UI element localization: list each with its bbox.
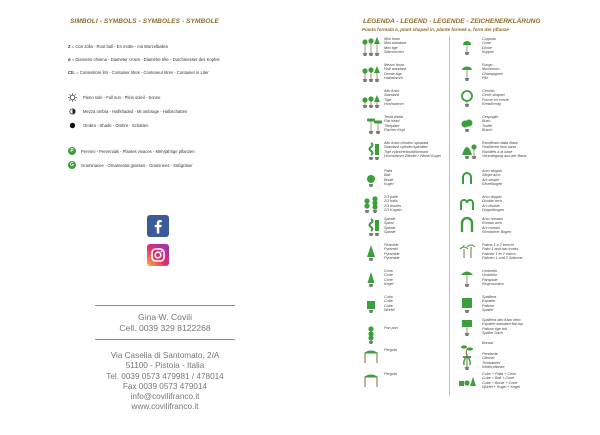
left-legend-entry <box>384 195 402 212</box>
legend-entry-line: Palma 1 a 2 tronchi <box>482 243 514 247</box>
full-sun-icon <box>68 93 77 102</box>
legend-entry-line: 2/3 balls <box>384 199 398 204</box>
right-legend-shape-icon <box>456 318 478 338</box>
legend-entry-line: Kegel <box>384 281 394 286</box>
legend-entry-line: Ombrello <box>482 269 497 273</box>
legend-entry-line: Boule <box>384 177 394 182</box>
address-street: Via Casella di Santomato, 2/A <box>110 351 220 360</box>
right-legend-shape-icon <box>456 217 478 237</box>
facebook-link[interactable] <box>147 215 169 237</box>
legend-entry-line: Pendente <box>482 352 498 356</box>
left-legend-entry <box>384 295 395 312</box>
legend-entry-line: Arc simple <box>482 177 500 182</box>
legend-entry-line: Stämmchen <box>384 49 404 54</box>
legend-entry-line: Kuppel <box>482 49 494 54</box>
legend-entry-line: Spirale <box>384 229 396 234</box>
contact-person <box>70 312 260 333</box>
legend-entry-line: Pon pon <box>384 326 398 330</box>
legend-entry-line: Tige <box>384 97 392 102</box>
legend-entry-line: Alto fusto cilindro/ spiralata <box>384 141 429 145</box>
facebook-icon <box>147 215 169 237</box>
legend-entry-line: Champignon <box>482 71 503 76</box>
left-legend-entry <box>384 243 400 260</box>
legend-entry-line: Flat head <box>384 119 400 124</box>
legend-entry-line: Bush <box>482 119 491 124</box>
legend-entry-line: Pérgola <box>384 372 397 376</box>
legend-entry-line: Spalliera <box>482 295 497 299</box>
legend-entry-line: Busch <box>482 127 493 132</box>
legend-entry-line: Standard <box>384 93 399 98</box>
abbreviation-root-ball: Z = Con zolla - Root ball - En motte - mit Wurzelballen <box>68 44 169 49</box>
left-legend-shape-icon <box>360 63 382 83</box>
right-legend-entry <box>482 89 509 106</box>
legend-entry-line: Mini tige <box>384 45 398 50</box>
grasses-badge: G <box>68 161 76 169</box>
legend-entry-line: Kletterpflanze <box>482 364 505 369</box>
legend-entry-line: Pilz <box>482 75 488 80</box>
legend-entry-line: Cerchio <box>482 89 495 93</box>
legend-entry-line: Einzelbogen <box>482 181 503 186</box>
legend-entry-line: Römischer Bogen <box>482 229 512 234</box>
left-legend-shape-icon <box>360 295 382 315</box>
exposure-shade: Ombra - Shade - Ombre - Schatten <box>68 121 148 130</box>
legend-entry-line: Spirale <box>384 225 396 230</box>
legend-entry-line: Circle shaped <box>482 93 505 98</box>
legend-entry-line: Têteplate <box>384 123 400 128</box>
left-legend-entry <box>384 141 441 158</box>
legend-entry-line: Pergola <box>384 348 397 352</box>
legend-entry-line: Tige cylindre/tourbillonnant <box>384 149 429 154</box>
legend-title: LEGENDA - LEGEND - LEGENDE - ZEICHENERKLÄRUNG <box>363 18 541 25</box>
right-legend-entry <box>482 341 493 345</box>
left-legend-entry <box>384 89 404 106</box>
legend-entry-line: Cube <box>384 299 393 304</box>
left-legend-shape-icon <box>360 372 382 392</box>
left-legend-entry <box>384 269 393 286</box>
contact-cell: Cell. 0039 329 8122268 <box>119 322 211 333</box>
legend-entry-line: 2/3 boules <box>384 203 402 208</box>
legend-entry-line: Forme en cercle <box>482 97 509 102</box>
right-legend-entry <box>482 352 505 369</box>
abbreviation-diameter: ø = Diametro chioma - Diameter crown - Diamètre tête - Durchmesser des Kopfes <box>68 57 220 62</box>
contact-divider-bottom <box>95 339 235 340</box>
legend-entry-line: Hochstamm Zilinder / Wirbel Kugel <box>384 153 441 158</box>
legend-entry-line: Würfel <box>384 307 395 312</box>
legend-entry-line: 2/3 Kugeln <box>384 207 402 212</box>
legend-entry-line: Spiral <box>384 221 394 226</box>
legend-entry-line: Umbrella <box>482 273 497 278</box>
right-legend-shape-icon <box>456 89 478 109</box>
symbols-title: SIMBOLI - SYMBOLS - SYMBOLES - SYMBOLE <box>70 18 219 25</box>
left-legend-shape-icon <box>360 169 382 189</box>
legend-entry-line: Demie-tige <box>384 71 402 76</box>
category-perennials: P Perenni - Perennials - Plantes vivaces - Mehrjährige pflanzen <box>68 147 195 155</box>
legend-entry-line: Ball <box>384 173 391 178</box>
legend-column-divider <box>449 36 450 396</box>
legend-entry-line: Spirale <box>384 217 396 221</box>
left-legend-shape-icon <box>360 141 382 161</box>
right-legend-shape-icon <box>456 141 478 161</box>
left-legend-entry <box>384 326 398 330</box>
legend-entry-line: Mezzo fusto <box>384 63 404 67</box>
half-shade-icon <box>68 107 77 116</box>
legend-entry-line: Cube + Ball + Cone <box>482 376 515 381</box>
right-legend-entry <box>482 37 496 54</box>
legend-entry-line: Würfel + Kugel + Kegel <box>482 384 520 389</box>
legend-entry-line: Hochstamm <box>384 101 404 106</box>
legend-entry-line: Espalier <box>482 299 496 304</box>
legend-entry-line: Cubo <box>384 295 393 299</box>
contact-fax: Fax 0039 0573 479014 <box>122 381 208 391</box>
category-grasses: G Graminacee - Ornamental grasses - Graminées - Süßgräser <box>68 161 193 169</box>
legend-entry-line: Arco singolo <box>482 169 503 173</box>
instagram-link[interactable] <box>147 244 169 266</box>
legend-subtitle: Pianta formata a, plant shaped in, plante formeé a, form der pflanze <box>362 27 509 32</box>
legend-entry-line: Palm 1 and two trunks <box>482 247 519 252</box>
right-legend-entry <box>482 269 504 286</box>
left-legend-shape-icon <box>360 348 382 368</box>
left-legend-entry <box>384 169 393 186</box>
legend-entry-line: Spalier Dach <box>482 330 504 335</box>
right-legend-entry <box>482 63 503 80</box>
legend-entry-line: Flacher Kopf <box>384 127 405 132</box>
legend-entry-line: Arc romain <box>482 225 500 230</box>
left-legend-shape-icon <box>360 115 382 135</box>
legend-entry-line: Piramide <box>384 243 399 247</box>
address-city: 51100 - Pistoia - Italia <box>125 361 205 371</box>
left-legend-shape-icon <box>360 217 382 237</box>
legend-entry-line: Feathered from base <box>482 145 517 150</box>
exposure-full-sun: Pieno sole - Full sun - Plein soleil - Sonne <box>68 93 161 102</box>
legend-entry-line: Spalliera alto fusto tetto <box>482 318 521 322</box>
legend-entry-line: Half standard <box>384 67 406 72</box>
legend-entry-line: Alto fusto <box>384 89 400 93</box>
legend-entry-line: Touffe <box>482 123 493 128</box>
legend-entry-line: Cone <box>384 273 393 278</box>
right-legend-shape-icon <box>456 63 478 83</box>
legend-entry-line: Bonsai <box>482 341 494 345</box>
legend-entry-line: Dôme <box>482 45 492 50</box>
left-legend-shape-icon <box>360 89 382 109</box>
instagram-icon <box>147 244 169 266</box>
legend-entry-line: Cône <box>384 277 393 282</box>
contact-divider-top <box>95 305 235 306</box>
legend-entry-line: Double arch <box>482 199 502 204</box>
legend-entry-line: Cespuglio <box>482 115 499 119</box>
legend-entry-line: Pyramide <box>384 255 400 260</box>
left-legend-shape-icon <box>360 269 382 289</box>
legend-entry-line: Palisse tige toit <box>482 326 507 331</box>
legend-entry-line: Halbstamm <box>384 75 403 80</box>
legend-entry-line: Palla <box>384 169 393 173</box>
legend-entry-line: Verzweigung aus der Basis <box>482 153 527 158</box>
legend-entry-line: Mini standard <box>384 41 407 46</box>
legend-entry-line: Pyramid <box>384 247 398 252</box>
right-legend-shape-icon <box>456 352 478 372</box>
legend-entry-line: Cone <box>482 41 491 46</box>
left-legend-shape-icon <box>360 326 382 346</box>
right-legend-entry <box>482 318 523 335</box>
left-legend-entry <box>384 372 397 376</box>
legend-entry-line: Testa piatta <box>384 115 403 119</box>
legend-entry-line: Regenschirm <box>482 281 504 286</box>
legend-entry-line: Palmen 1 und 2 Stämme <box>482 255 523 260</box>
right-legend-entry <box>482 295 496 312</box>
contact-email[interactable]: info@covilifranco.it <box>130 392 200 402</box>
contact-address-block <box>70 351 260 413</box>
legend-entry-line: Ramifiés à la base <box>482 149 513 154</box>
legend-entry-line: Mini fusto <box>384 37 400 41</box>
left-legend-shape-icon <box>360 243 382 263</box>
right-legend-shape-icon <box>456 195 478 215</box>
legend-entry-line: Espalier standard flat top <box>482 322 523 327</box>
right-legend-entry <box>482 243 523 260</box>
legend-entry-line: Arc double <box>482 203 500 208</box>
legend-entry-line: Cuppola <box>482 37 496 41</box>
legend-entry-line: Cubo + Palla + Cono <box>482 372 517 376</box>
exposure-half-shade: Mezza ombra - Halfshaded - Mi ombrage - Halbschatten <box>68 107 187 116</box>
legend-entry-line: Cono <box>384 269 393 273</box>
left-legend-entry <box>384 63 406 80</box>
legend-entry-line: Climber <box>482 356 495 361</box>
legend-entry-line: Tombantes <box>482 360 501 365</box>
legend-entry-line: Spalier <box>482 307 494 312</box>
legend-entry-line: Kreisförmig <box>482 101 501 106</box>
left-legend-shape-icon <box>360 37 382 57</box>
right-legend-shape-icon <box>456 269 478 289</box>
legend-entry-line: Single arch <box>482 173 501 178</box>
shade-icon <box>68 121 77 130</box>
right-legend-shape-icon <box>456 243 478 263</box>
legend-entry-line: Arco romano <box>482 217 504 221</box>
legend-entry-line: Roman arch <box>482 221 503 226</box>
legend-entry-line: Pyramide <box>384 251 400 256</box>
legend-entry-line: Doppelbogen <box>482 207 504 212</box>
legend-entry-line: Cube <box>384 303 393 308</box>
contact-name: Gina W. Covili <box>138 312 192 322</box>
right-legend-entry <box>482 195 504 212</box>
right-legend-shape-icon <box>456 372 478 392</box>
abbreviation-container: Ctr. = Contenitore litri - Container litres - Conteneur litres - Container in Liter <box>68 70 209 75</box>
right-legend-shape-icon <box>456 169 478 189</box>
legend-entry-line: Ramificato dalla Basa <box>482 141 518 145</box>
left-legend-entry <box>384 115 405 132</box>
right-legend-entry <box>482 115 498 132</box>
legend-entry-line: Cube + Boule + Cone <box>482 380 518 385</box>
legend-entry-line: Parapluie <box>482 277 498 282</box>
legend-entry-line: Standard cylinder/spiralled <box>384 145 428 150</box>
legend-entry-line: 2/3 palle <box>384 195 398 199</box>
right-legend-shape-icon <box>456 115 478 135</box>
right-legend-entry <box>482 169 502 186</box>
left-legend-entry <box>384 217 395 234</box>
right-legend-entry <box>482 372 520 389</box>
left-legend-shape-icon <box>360 195 382 215</box>
legend-entry-line: Arco doppio <box>482 195 502 199</box>
contact-tel: Tel. 0039 0573 479981 / 478014 <box>106 371 224 381</box>
right-legend-shape-icon <box>456 37 478 57</box>
right-legend-shape-icon <box>456 295 478 315</box>
contact-website[interactable]: www.covilifranco.it <box>131 402 199 412</box>
legend-entry-line: Palmier 1 et 2 troncs <box>482 251 516 256</box>
legend-entry-line: Mushroom <box>482 67 500 72</box>
right-legend-entry <box>482 141 527 158</box>
left-legend-entry <box>384 348 397 352</box>
right-legend-entry <box>482 217 511 234</box>
legend-entry-line: Fungo <box>482 63 493 67</box>
legend-entry-line: Palisse <box>482 303 494 308</box>
perennials-badge: P <box>68 147 76 155</box>
legend-entry-line: Kugel <box>384 181 394 186</box>
left-legend-entry <box>384 37 406 54</box>
